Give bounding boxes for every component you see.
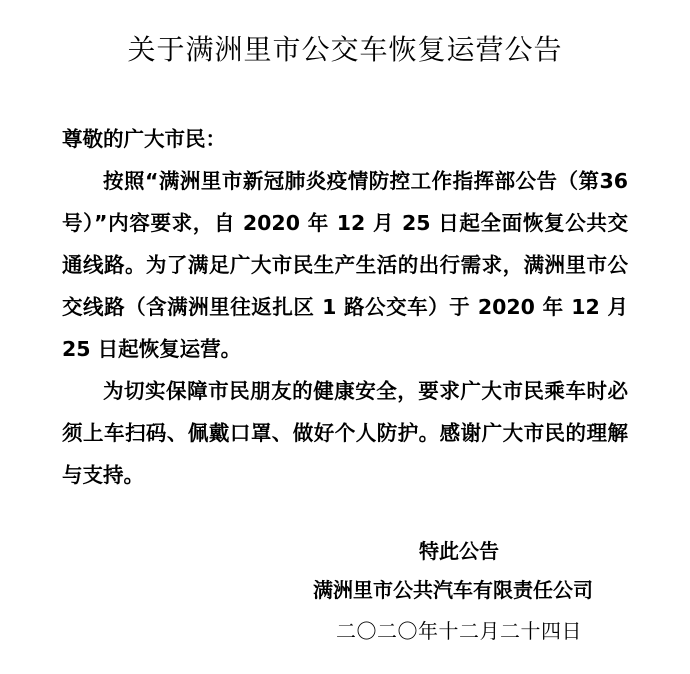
notice-body bbox=[62, 118, 628, 496]
closing-phrase: 特此公告 bbox=[419, 539, 499, 563]
issue-date: 二〇二〇年十二月二十四日 bbox=[336, 619, 582, 643]
notice-title: 关于满洲里市公交车恢复运营公告 bbox=[127, 33, 563, 66]
paragraph-resumption: 按照“满洲里市新冠肺炎疫情防控工作指挥部公告（第36号）”内容要求，自 2020 年 12 月 25 日起全面恢复公共交通线路。为了满足广大市民生产生活的出行需求，满洲里市公交线路（含满洲里往返扎区 1 路公交车）于 2020 年 12 月 25 日起恢复运营。 bbox=[62, 169, 628, 361]
paragraph-safety: 为切实保障市民朋友的健康安全，要求广大市民乘车时必须上车扫码、佩戴口罩、做好个人防护。感谢广大市民的理解与支持。 bbox=[62, 379, 628, 487]
salutation: 尊敬的广大市民： bbox=[62, 127, 226, 151]
issuing-organization: 满洲里市公共汽车有限责任公司 bbox=[313, 578, 593, 602]
